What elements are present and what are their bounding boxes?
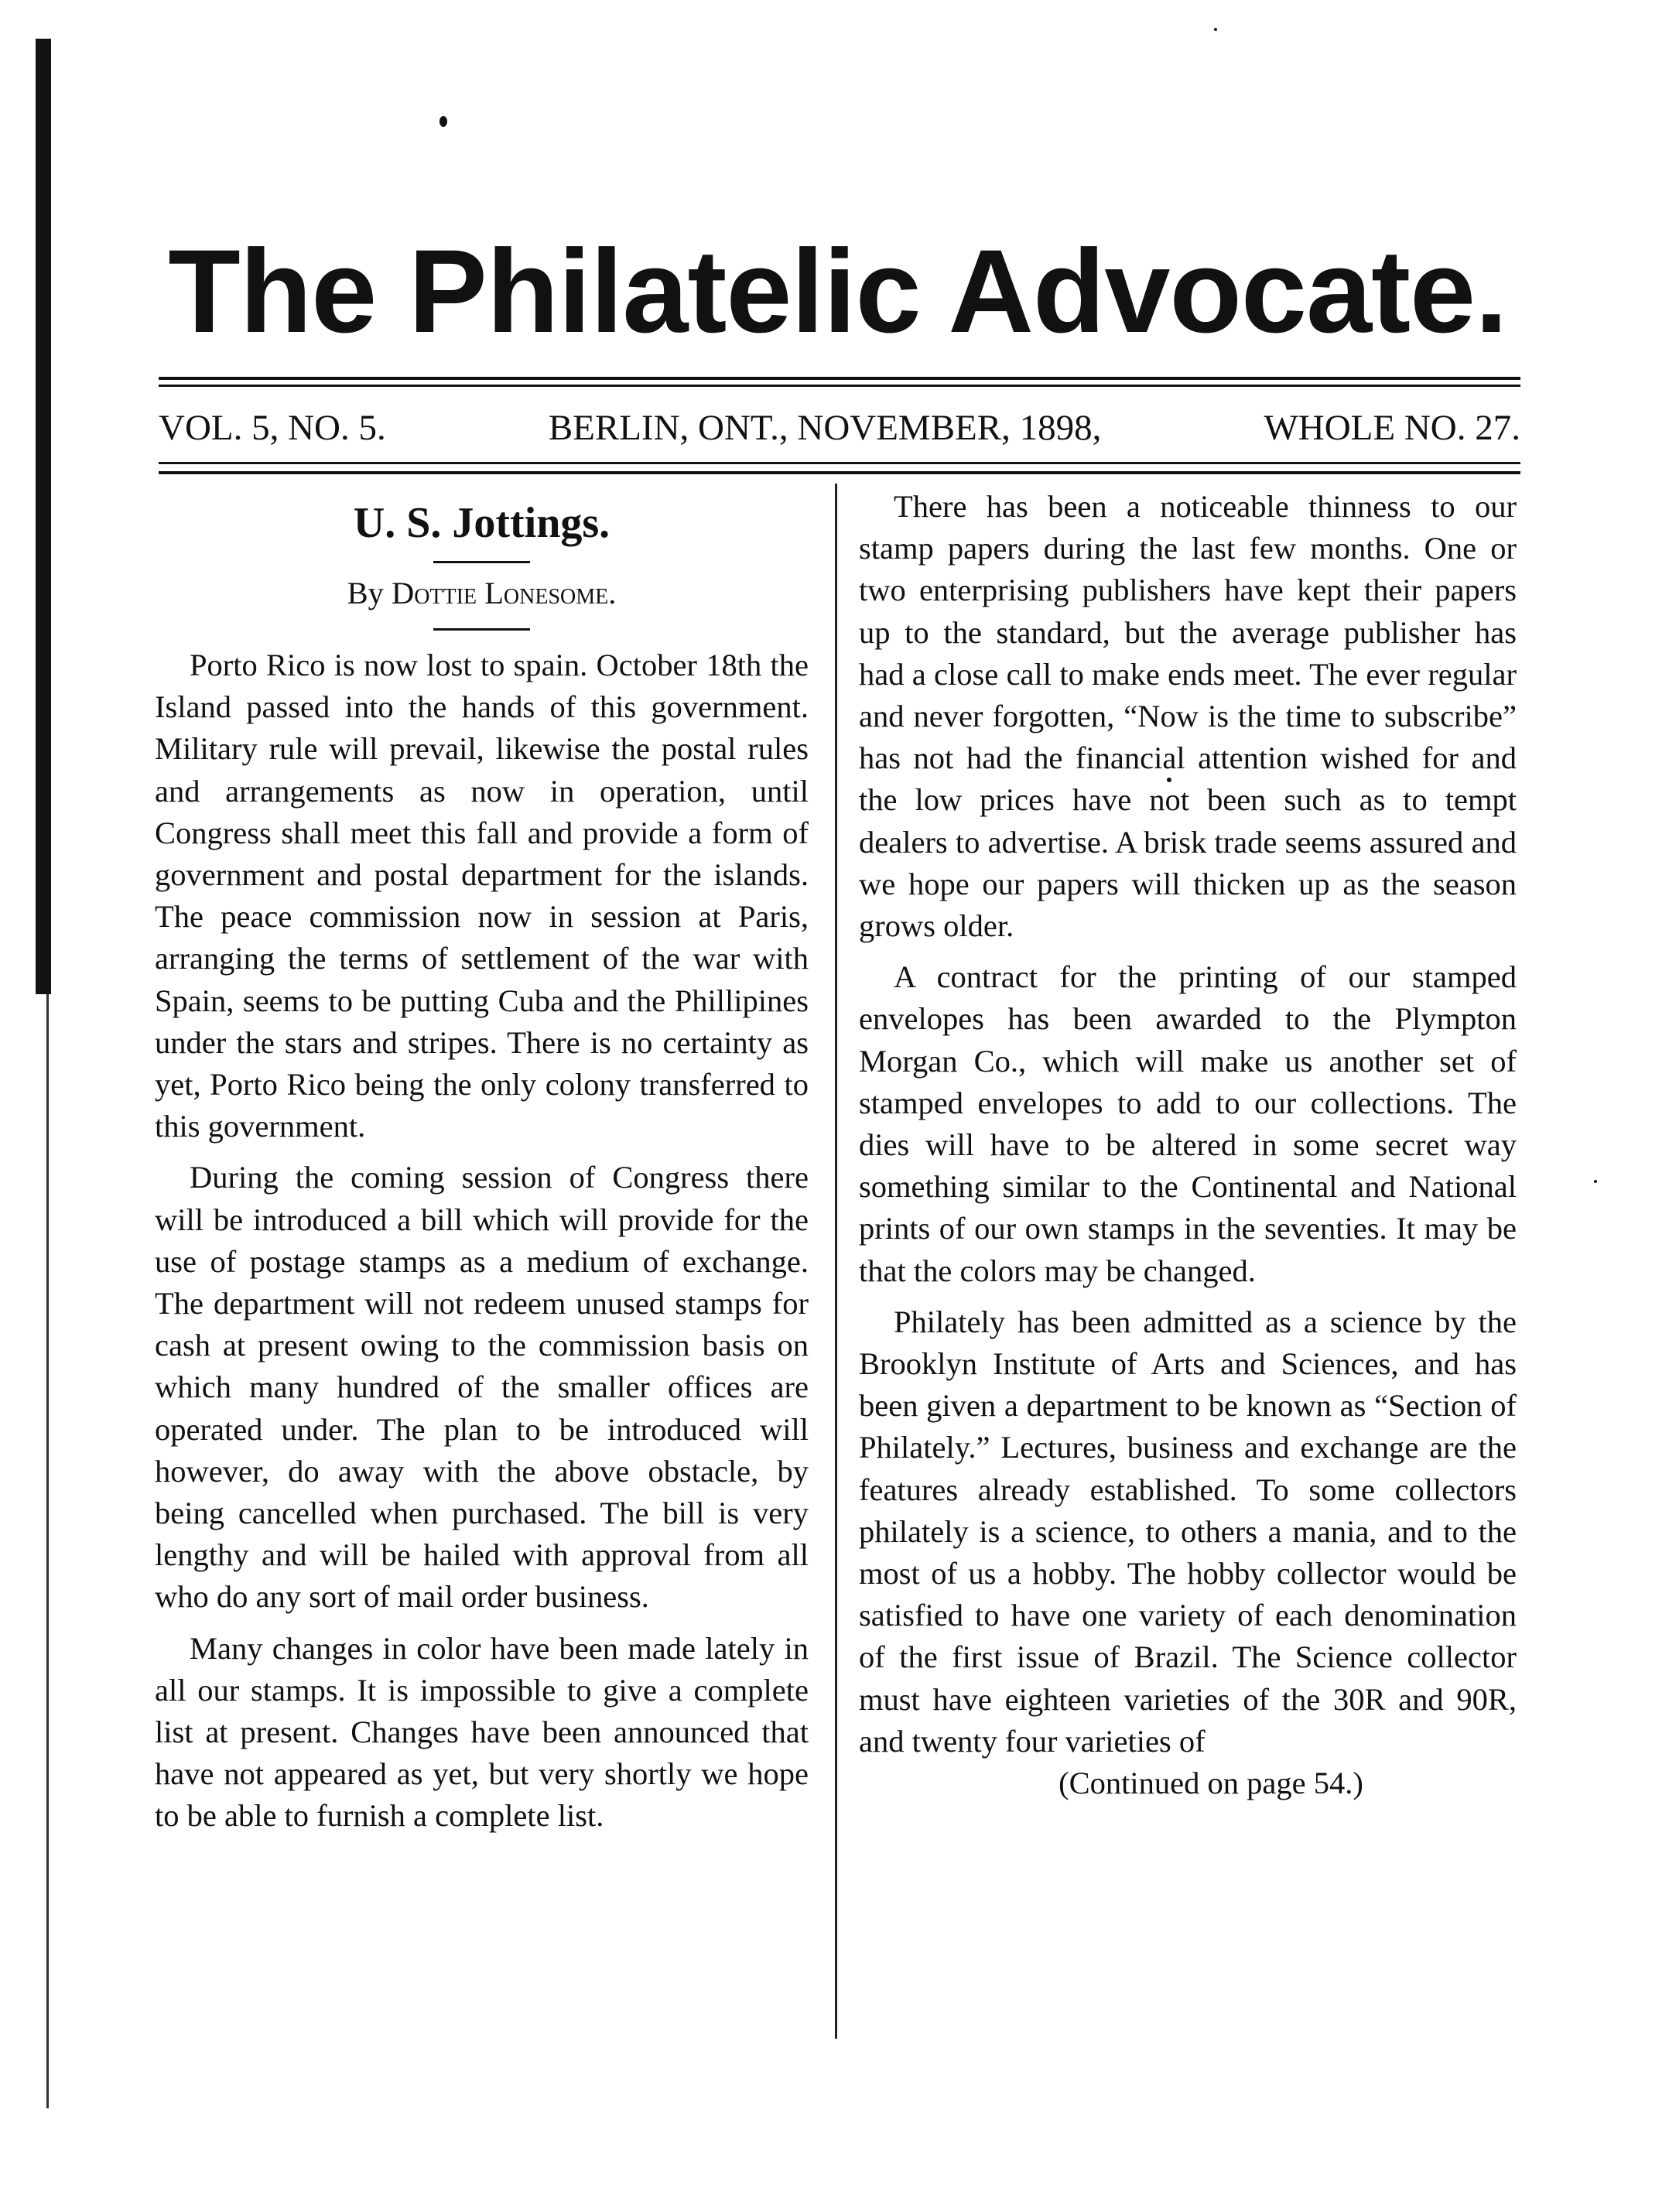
article-paragraph: Porto Rico is now lost to spain. October 18th the Island passed into the hands of this government. Military rule will prevail, likewise the postal rules and arrangements as now in operation, until Congress shall meet this fall and provide a form of government and postal department for the islands. The peace commission now in session at Paris, arranging the terms of settlement of the war with Spain, seems to be putting Cuba and the Phillipines under the stars and stripes. There is no certainty as yet, Porto Rico being the only colony transferred to this government. xyxy=(155,648,809,1144)
article-paragraph: Philately has been admitted as a science by the Brooklyn Institute of Arts and Sciences, and has been given a department to be known as “Section of Philately.” Lectures, business and exchange are the features already established. To some collectors philately is a science, to others a mania, and to the most of us a hobby. The hobby collector would be satisfied to have one variety of each denomination of the first issue of Brazil. The Science collector must have eighteen varieties of the 30R and 90R, and twenty four varieties of xyxy=(859,1304,1517,1759)
left-column xyxy=(155,486,809,1838)
article-paragraph: A contract for the printing of our stamped envelopes has been awarded to the Plympton Morgan Co., which will make us another set of stamped envelopes to add to our collections. The dies will have to be altered in some secret way something similar to the Continental and National prints of our own stamps in the seventies. It may be that the colors may be changed. xyxy=(859,959,1517,1288)
ink-speck xyxy=(1214,28,1217,31)
place-date: BERLIN, ONT., NOVEMBER, 1898, xyxy=(548,408,1102,448)
right-column xyxy=(859,486,1517,1804)
ink-speck xyxy=(439,116,447,127)
scan-edge-line xyxy=(46,994,49,2108)
byline-prefix: By xyxy=(347,576,384,610)
whole-number: WHOLE NO. 27. xyxy=(1264,408,1520,448)
issue-line xyxy=(159,401,1520,455)
masthead-title: The Philatelic Advocate. xyxy=(168,225,1507,357)
article-title: U. S. Jottings. xyxy=(353,499,610,547)
article-paragraph: Many changes in color have been made lately in all our stamps. It is impossible to give a complete list at present. Changes have been announced that have not appeared as yet, but very shortly we hope to be able to furnish a complete list. xyxy=(155,1630,809,1834)
article-paragraph: There has been a noticeable thinness to our stamp papers during the last few months. One or two enterprising publishers have kept their papers up to the standard, but the average publisher has had a close call to make ends meet. The ever regular and never forgotten, “Now is the time to subscribe” has not had the financial attention wished for and the low prices have not been such as to tempt dealers to advertise. A brisk trade seems assured and we hope our papers will thicken up as the season grows older. xyxy=(859,489,1517,944)
byline xyxy=(155,573,809,614)
byline-rule xyxy=(433,628,530,631)
issue-rule-bottom xyxy=(159,471,1520,474)
article-paragraph: During the coming session of Congress there will be introduced a bill which will provide for the use of postage stamps as a medium of exchange. The department will not redeem unused stamps for cash at present owing to the commission basis on which many hundred of the smaller offices are operated under. The plan to be introduced will however, do away with the above obstacle, by being cancelled when purchased. The bill is very lengthy and will be hailed with approval from all who do any sort of mail order business. xyxy=(155,1160,809,1615)
column-divider xyxy=(835,484,837,2039)
masthead-rule-top-thin xyxy=(159,385,1520,387)
volume-number: VOL. 5, NO. 5. xyxy=(159,408,386,448)
scan-edge-bar xyxy=(36,39,51,994)
continued-notice: (Continued on page 54.) xyxy=(1059,1766,1363,1801)
issue-rule-thin xyxy=(159,462,1520,464)
byline-author: Dottie Lonesome. xyxy=(391,576,617,610)
masthead-rule-top xyxy=(159,377,1520,380)
ink-speck xyxy=(1594,1180,1597,1183)
title-rule xyxy=(433,561,530,563)
